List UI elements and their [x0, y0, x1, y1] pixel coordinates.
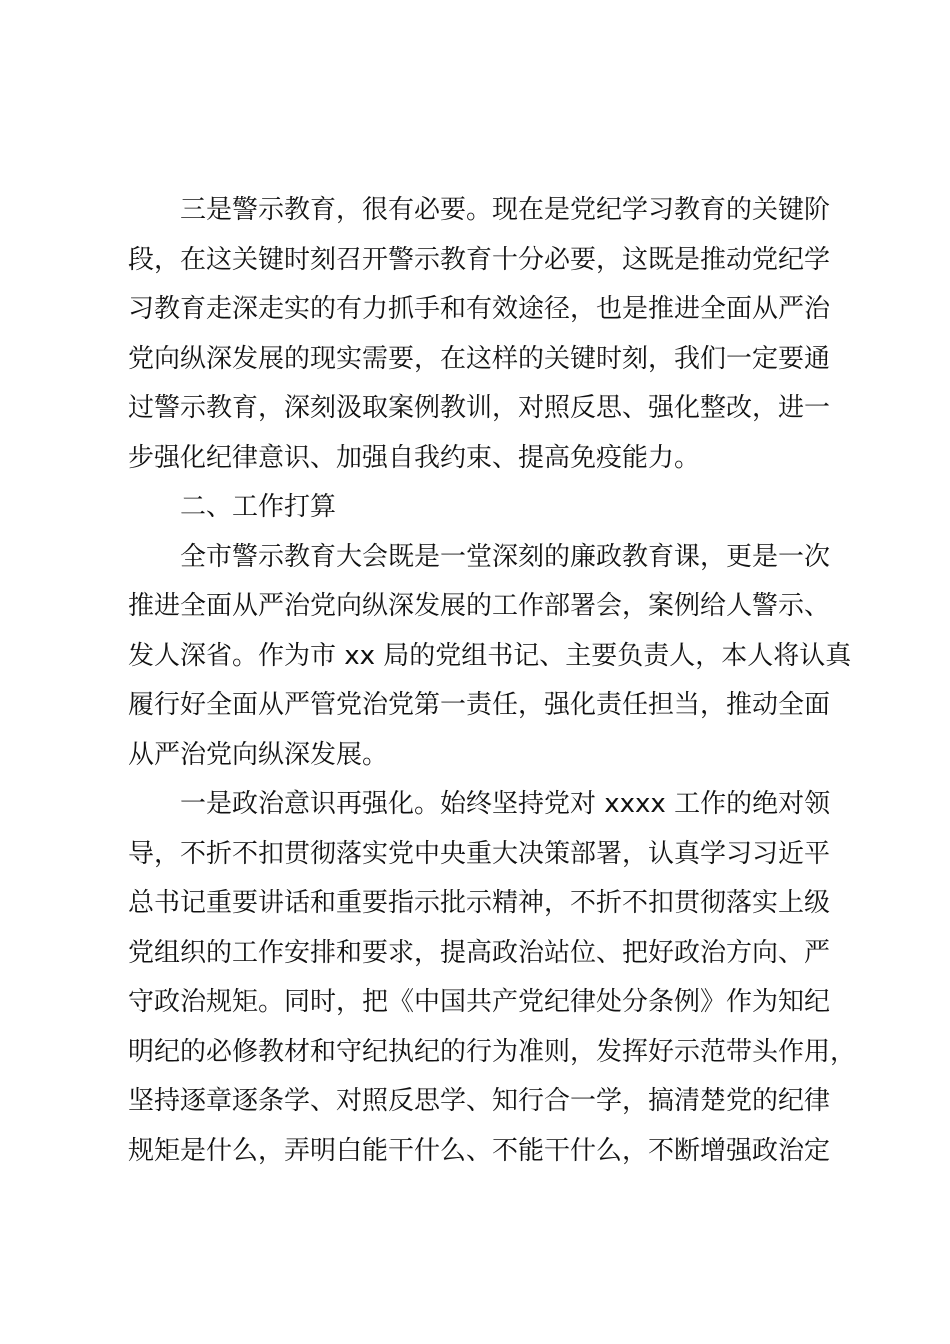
text-line: 一是政治意识再强化。始终坚持党对 xxxx 工作的绝对领 — [180, 789, 831, 819]
text-line: 总书记重要讲话和重要指示批示精神，不折不扣贯彻落实上级 — [128, 888, 831, 918]
text-line: 习教育走深走实的有力抓手和有效途径，也是推进全面从严治 — [128, 294, 831, 324]
document-body — [128, 186, 857, 1176]
text-line: 导，不折不扣贯彻落实党中央重大决策部署，认真学习习近平 — [128, 838, 831, 869]
section-heading-work-plan — [128, 483, 848, 533]
section-heading: 二、工作打算 — [180, 492, 337, 522]
text-line: 履行好全面从严管党治党第一责任，强化责任担当，推动全面 — [128, 690, 831, 720]
paragraph-conference — [128, 533, 852, 781]
text-line: 守政治规矩。同时，把《中国共产党纪律处分条例》作为知纪 — [128, 987, 831, 1017]
text-line: 坚持逐章逐条学、对照反思学、知行合一学，搞清楚党的纪律 — [128, 1086, 831, 1116]
text-line: 段，在这关键时刻召开警示教育十分必要，这既是推动党纪学 — [128, 244, 831, 275]
text-line: 全市警示教育大会既是一堂深刻的廉政教育课，更是一次 — [180, 541, 831, 572]
text-line: 明纪的必修教材和守纪执纪的行为准则，发挥好示范带头作用， — [128, 1036, 857, 1067]
text-line: 党向纵深发展的现实需要，在这样的关键时刻，我们一定要通 — [128, 343, 831, 374]
text-line: 党组织的工作安排和要求，提高政治站位、把好政治方向、严 — [128, 937, 831, 968]
text-line: 步强化纪律意识、加强自我约束、提高免疫能力。 — [128, 442, 701, 473]
text-line: 从严治党向纵深发展。 — [128, 739, 389, 770]
paragraph-warning-education — [128, 186, 848, 483]
text-line: 发人深省。作为市 xx 局的党组书记、主要负责人，本人将认真 — [128, 640, 852, 671]
text-line: 三是警示教育，很有必要。现在是党纪学习教育的关键阶 — [180, 195, 831, 225]
text-line: 规矩是什么，弄明白能干什么、不能干什么，不断增强政治定 — [128, 1135, 831, 1166]
paragraph-political-awareness — [128, 780, 857, 1176]
text-line: 推进全面从严治党向纵深发展的工作部署会，案例给人警示、 — [128, 591, 831, 621]
text-line: 过警示教育，深刻汲取案例教训，对照反思、强化整改，进一 — [128, 393, 831, 423]
